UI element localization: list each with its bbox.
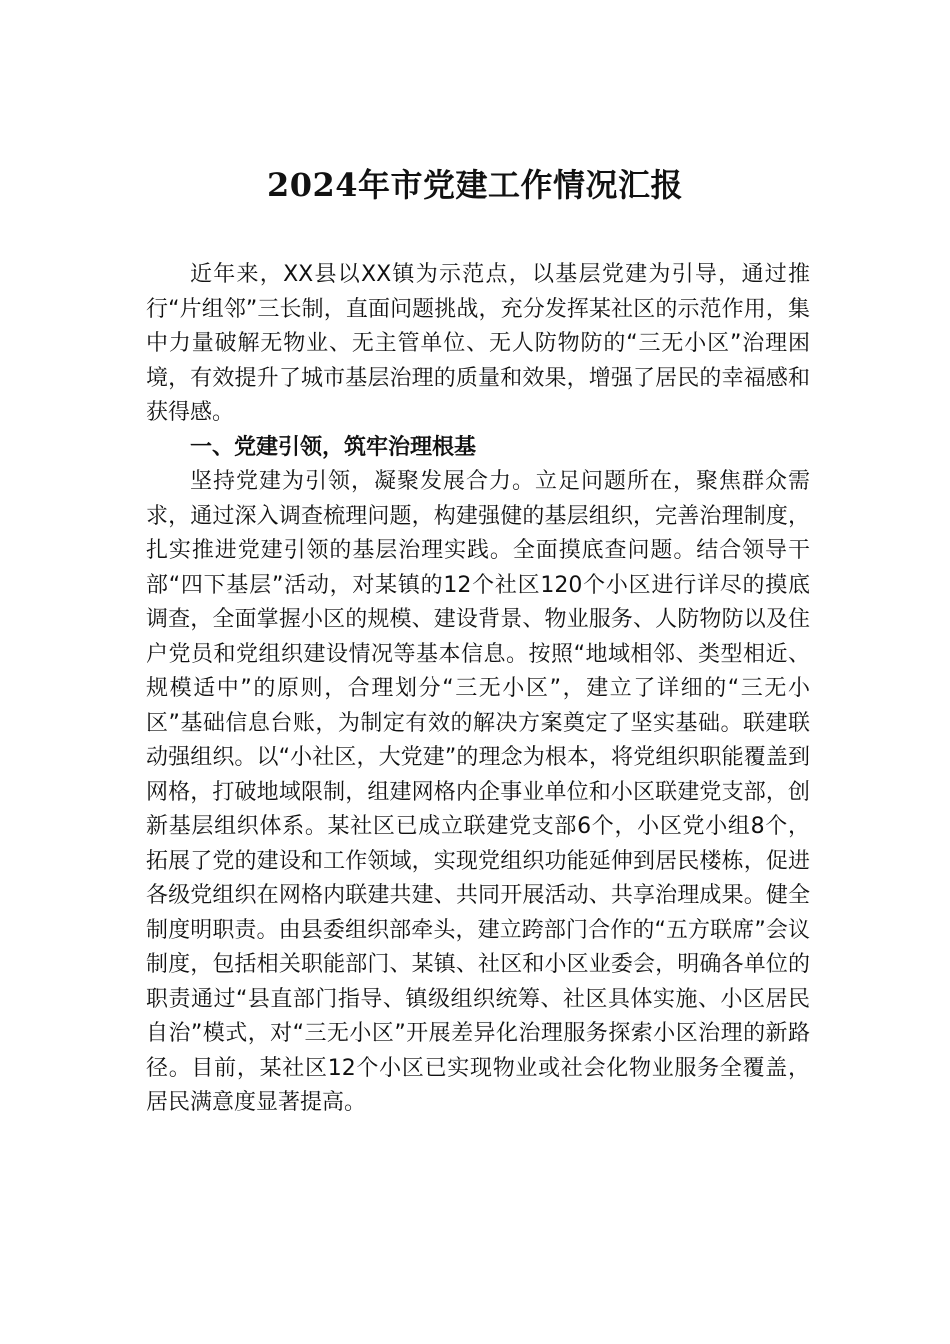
document-title: 2024年市党建工作情况汇报 (266, 166, 684, 204)
section-body (146, 465, 810, 1121)
intro-section (146, 258, 810, 431)
intro-paragraph: 近年来，XX县以XX镇为示范点，以基层党建为引导，通过推行“片组邻”三长制，直面问题挑战，充分发挥某社区的示范作用，集中力量破解无物业、无主管单位、无人防物防的“三无小区”治理困境，有效提升了城市基层治理的质量和效果，增强了居民的幸福感和获得感。 (146, 262, 810, 425)
section-heading: 一、党建引领，筑牢治理根基 (190, 435, 477, 460)
section-paragraph: 坚持党建为引领，凝聚发展合力。立足问题所在，聚焦群众需求，通过深入调查梳理问题，构建强健的基层组织，完善治理制度，扎实推进党建引领的基层治理实践。全面摸底查问题。结合领导干部“四下基层”活动，对某镇的12个社区120个小区进行详尽的摸底调查，全面掌握小区的规模、建设背景、物业服务、人防物防以及住户党员和党组织建设情况等基本信息。按照“地域相邻、类型相近、规模适中”的原则，合理划分“三无小区”，建立了详细的“三无小区”基础信息台账，为制定有效的解决方案奠定了坚实基础。联建联动强组织。以“小社区，大党建”的理念为根本，将党组织职能覆盖到网格，打破地域限制，组建网格内企事业单位和小区联建党支部，创新基层组织体系。某社区已成立联建党支部6个，小区党小组8个，拓展了党的建设和工作领域，实现党组织功能延伸到居民楼栋，促进各级党组织在网格内联建共建、共同开展活动、共享治理成果。健全制度明职责。由县委组织部牵头，建立跨部门合作的“五方联席”会议制度，包括相关职能部门、某镇、社区和小区业委会，明确各单位的职责通过“县直部门指导、镇级组织统筹、社区具体实施、小区居民自治”模式，对“三无小区”开展差异化治理服务探索小区治理的新路径。目前，某社区12个小区已实现物业或社会化物业服务全覆盖，居民满意度显著提高。 (146, 469, 810, 1115)
